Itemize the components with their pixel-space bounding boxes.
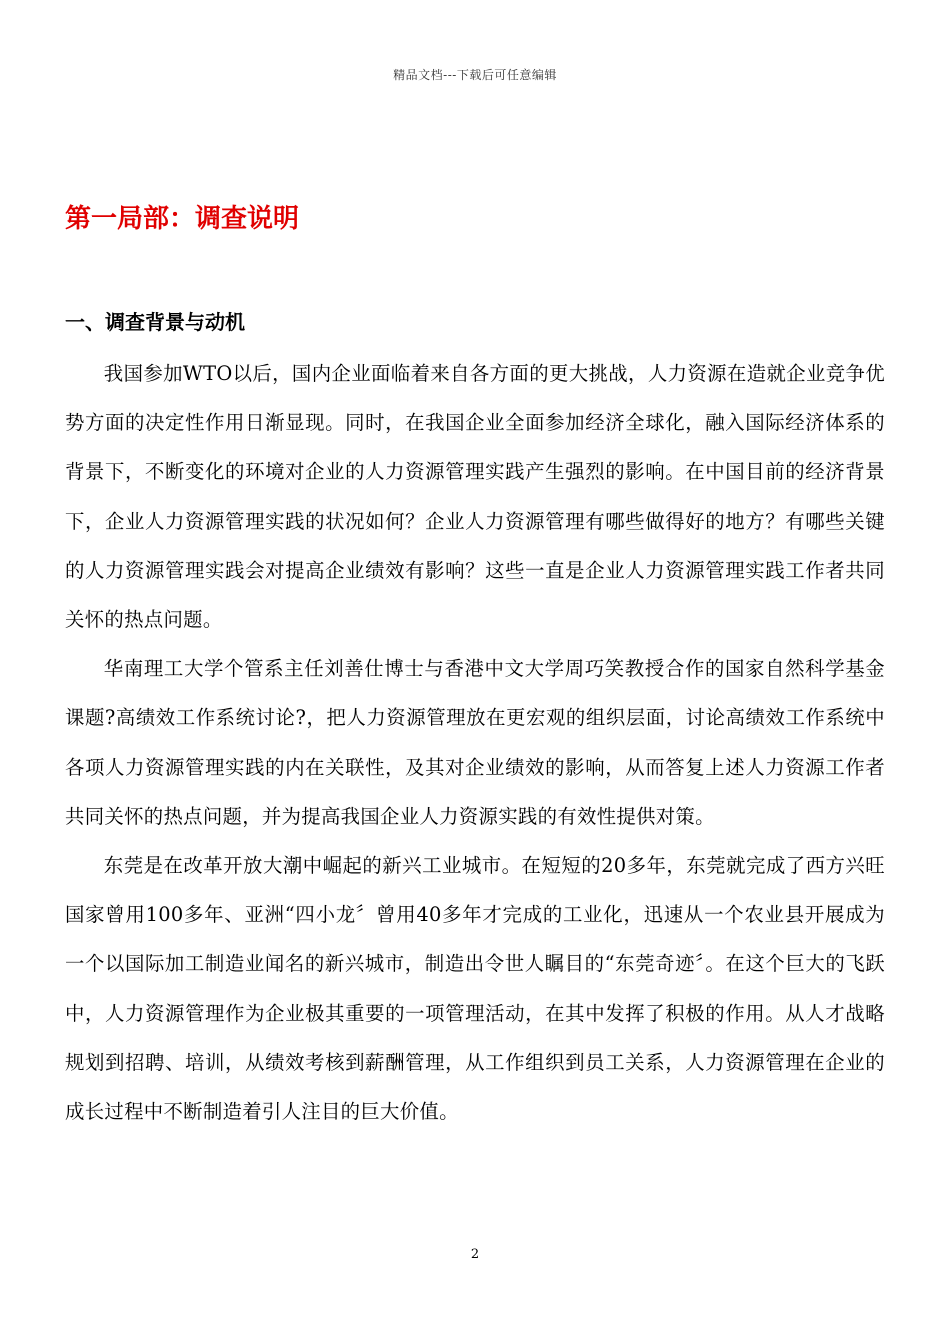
paragraph-2: 华南理工大学个管系主任刘善仕博士与香港中文大学周巧笑教授合作的国家自然科学基金课题?高绩效工作系统讨论?，把人力资源管理放在更宏观的组织层面，讨论高绩效工作系统中各项人力资源管理实践的内在关联性，及其对企业绩效的影响，从而答复上述人力资源工作者共同关怀的热点问题，并为提高我国企业人力资源实践的有效性提供对策。 (65, 657, 885, 828)
page-header: 精品文档---下载后可任意编辑 (393, 68, 557, 82)
paragraph-3: 东莞是在改革开放大潮中崛起的新兴工业城市。在短短的20多年，东莞就完成了西方兴旺国家曾用100多年、亚洲“四小龙〞曾用40多年才完成的工业化，迅速从一个农业县开展成为一个以国际加工制造业闻名的新兴城市，制造出令世人瞩目的“东莞奇迹〞。在这个巨大的飞跃中，人力资源管理作为企业极其重要的一项管理活动，在其中发挥了积极的作用。从人才战略规划到招聘、培训，从绩效考核到薪酬管理，从工作组织到员工关系，人力资源管理在企业的成长过程中不断制造着引人注目的巨大价值。 (65, 854, 885, 1124)
paragraph-1: 我国参加WTO以后，国内企业面临着来自各方面的更大挑战，人力资源在造就企业竞争优势方面的决定性作用日渐显现。同时，在我国企业全面参加经济全球化，融入国际经济体系的背景下，不断变化的环境对企业的人力资源管理实践产生强烈的影响。在中国目前的经济背景下，企业人力资源管理实践的状况如何？企业人力资源管理有哪些做得好的地方？有哪些关键的人力资源管理实践会对提高企业绩效有影响？这些一直是企业人力资源管理实践工作者共同关怀的热点问题。 (65, 362, 885, 632)
page-number: 2 (470, 1247, 480, 1262)
section-body (65, 349, 885, 1136)
section-heading: 一、调查背景与动机 (65, 310, 245, 334)
page-title: 第一局部：调查说明 (65, 204, 300, 234)
